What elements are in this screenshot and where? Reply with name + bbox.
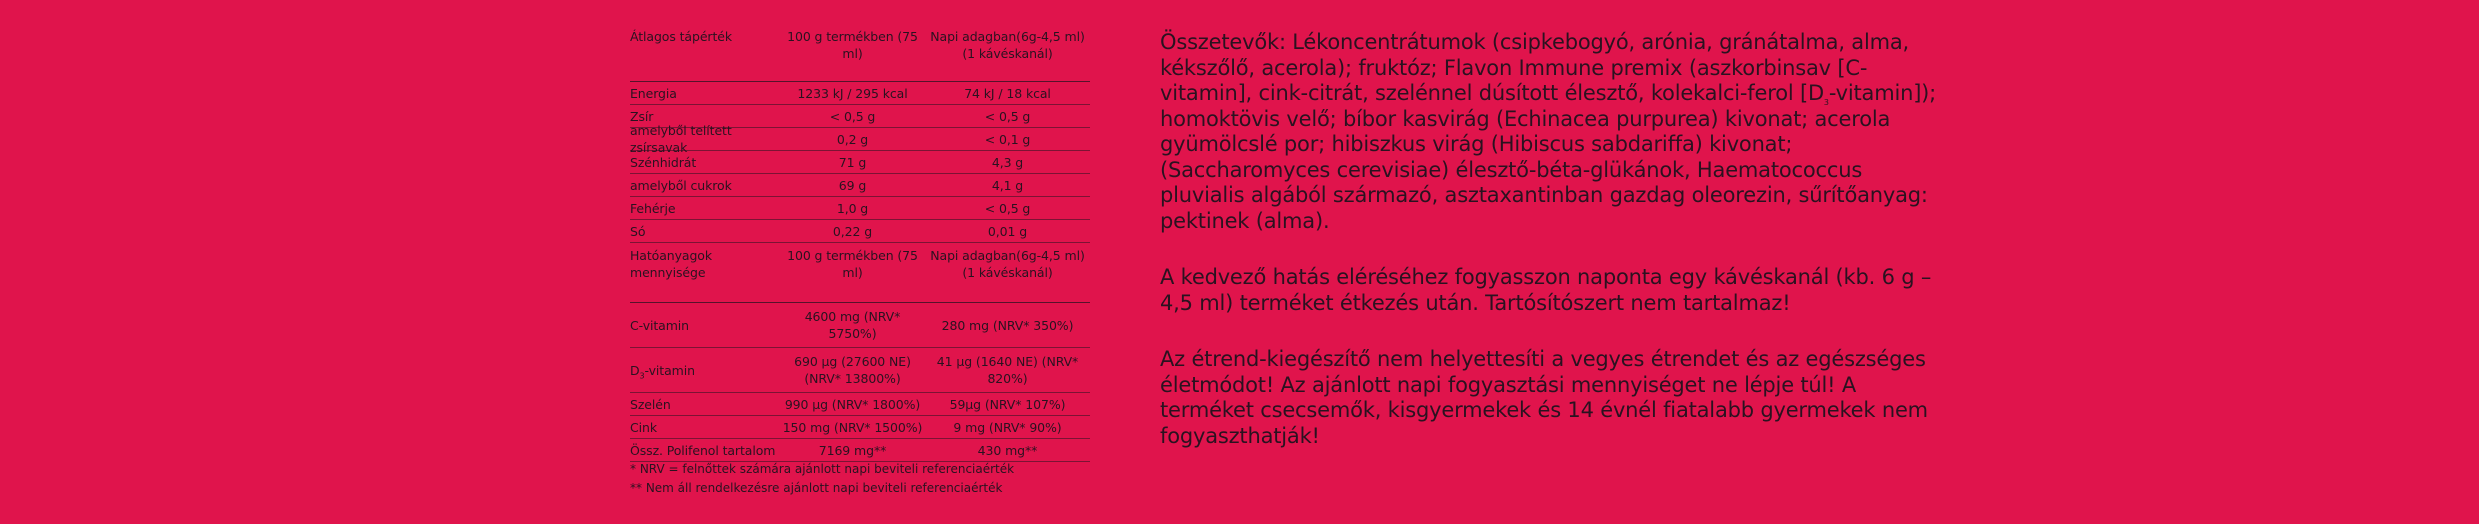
header-per-dose: Napi adagban(6g-4,5 ml) (1 kávéskanál) bbox=[930, 248, 1085, 280]
header-per-100g: 100 g termékben (75 ml) bbox=[787, 248, 918, 280]
ingredients-text-end: -vitamin]); homoktövis velő; bíbor kasvirág (Echinacea purpurea) kivonat; acerola gyümölcslé por; hibiszkus virág (Hibiscus sabdariffa) kivonat; (Saccharomyces cerevisiae) élesztő-béta-glükánok, Haematococcus pluvialis algából származó, asztaxantinban gazdag oleorezin, sűrítőanyag: pektinek (alma). bbox=[1160, 81, 1937, 233]
header-per-100g: 100 g termékben (75 ml) bbox=[787, 29, 918, 61]
table-row bbox=[630, 416, 1090, 439]
row-per-dose: 0,01 g bbox=[987, 223, 1028, 239]
table-header bbox=[630, 26, 1090, 82]
row-per-100g: 1,0 g bbox=[836, 200, 869, 216]
row-per-dose: 74 kJ / 18 kcal bbox=[964, 85, 1051, 101]
table-row bbox=[630, 348, 1090, 393]
row-name: Cink bbox=[630, 419, 657, 435]
row-per-100g: 1233 kJ / 295 kcal bbox=[797, 85, 908, 101]
row-per-dose: < 0,1 g bbox=[984, 131, 1031, 147]
ingredients-subscript: 3 bbox=[1823, 98, 1829, 108]
row-per-100g: 0,22 g bbox=[832, 223, 873, 239]
row-per-100g: 690 μg (27600 NE) (NRV* 13800%) bbox=[794, 354, 911, 386]
row-per-dose: < 0,5 g bbox=[984, 200, 1031, 216]
row-name: Energia bbox=[630, 85, 677, 101]
row-per-100g: 150 mg (NRV* 1500%) bbox=[782, 419, 923, 435]
row-name: Fehérje bbox=[630, 200, 676, 216]
ingredients-paragraph bbox=[1160, 30, 1940, 234]
table-row bbox=[630, 393, 1090, 416]
header-active: Hatóanyagok mennyisége bbox=[630, 248, 712, 280]
table-row bbox=[630, 197, 1090, 220]
row-name: Só bbox=[630, 223, 646, 239]
row-per-dose: 41 μg (1640 NE) (NRV* 820%) bbox=[936, 354, 1079, 386]
row-name bbox=[630, 362, 780, 379]
row-per-100g: 0,2 g bbox=[836, 131, 869, 147]
vitamin-d-suffix: -vitamin bbox=[644, 362, 695, 378]
header-nutrient: Átlagos tápérték bbox=[630, 29, 732, 44]
table-row bbox=[630, 82, 1090, 105]
footnote-nrv: * NRV = felnőttek számára ajánlott napi beviteli referenciaérték bbox=[630, 462, 1015, 476]
label-text-column bbox=[1160, 30, 1940, 480]
row-name: Össz. Polifenol tartalom bbox=[630, 442, 776, 458]
footnote-no-reference: ** Nem áll rendelkezésre ajánlott napi beviteli referenciaérték bbox=[630, 481, 1003, 495]
table-row bbox=[630, 220, 1090, 243]
table-row bbox=[630, 151, 1090, 174]
row-name: C-vitamin bbox=[630, 317, 690, 333]
row-per-100g: 7169 mg** bbox=[818, 442, 887, 458]
nutrition-table bbox=[630, 26, 1090, 462]
table-row bbox=[630, 123, 1090, 155]
table-row bbox=[630, 174, 1090, 197]
row-name: amelyből cukrok bbox=[630, 177, 732, 193]
row-per-dose: < 0,5 g bbox=[984, 108, 1031, 124]
row-per-dose: 280 mg (NRV* 350%) bbox=[941, 317, 1074, 333]
row-name: Zsír bbox=[630, 108, 654, 124]
active-ingredients-header bbox=[630, 243, 1090, 303]
warning-paragraph: Az étrend-kiegészítő nem helyettesíti a vegyes étrendet és az egészséges életmódot! Az ajánlott napi fogyasztási mennyiséget ne lépje túl! A terméket csecsemők, kisgyermekek és 14 évnél fiatalabb gyermekek nem fogyaszthatják! bbox=[1160, 347, 1928, 448]
ingredients-text-start: Összetevők: Lékoncentrátumok (csipkebogyó, arónia, gránátalma, alma, kékszőlő, acerola); fruktóz; Flavon Immune premix (aszkorbinsav [C-vitamin], cink-citrát, szelénnel dúsított élesztő, kolekalci-ferol [D bbox=[1160, 30, 1910, 105]
vitamin-d-letter: D bbox=[630, 362, 640, 378]
row-per-dose: 4,1 g bbox=[991, 177, 1024, 193]
dosage-paragraph: A kedvező hatás eléréséhez fogyasszon naponta egy kávéskanál (kb. 6 g – 4,5 ml) terméket étkezés után. Tartósítószert nem tartalmaz! bbox=[1160, 265, 1932, 315]
table-row bbox=[630, 303, 1090, 348]
vitamin-d-subscript: 3 bbox=[639, 371, 645, 380]
row-per-dose: 9 mg (NRV* 90%) bbox=[953, 419, 1062, 435]
row-name: Szénhidrát bbox=[630, 154, 697, 170]
header-per-dose: Napi adagban(6g-4,5 ml) (1 kávéskanál) bbox=[930, 29, 1085, 61]
row-per-dose: 430 mg** bbox=[977, 442, 1038, 458]
row-name: Szelén bbox=[630, 396, 671, 412]
footnotes bbox=[630, 460, 1150, 498]
row-per-100g: 4600 mg (NRV* 5750%) bbox=[804, 309, 901, 341]
row-per-100g: 990 μg (NRV* 1800%) bbox=[784, 396, 921, 412]
row-per-100g: < 0,5 g bbox=[829, 108, 876, 124]
row-name: amelyből telített zsírsavak bbox=[630, 123, 732, 155]
row-per-100g: 69 g bbox=[838, 177, 867, 193]
row-per-100g: 71 g bbox=[838, 154, 867, 170]
table-row bbox=[630, 439, 1090, 462]
row-per-dose: 59μg (NRV* 107%) bbox=[949, 396, 1066, 412]
row-per-dose: 4,3 g bbox=[991, 154, 1024, 170]
